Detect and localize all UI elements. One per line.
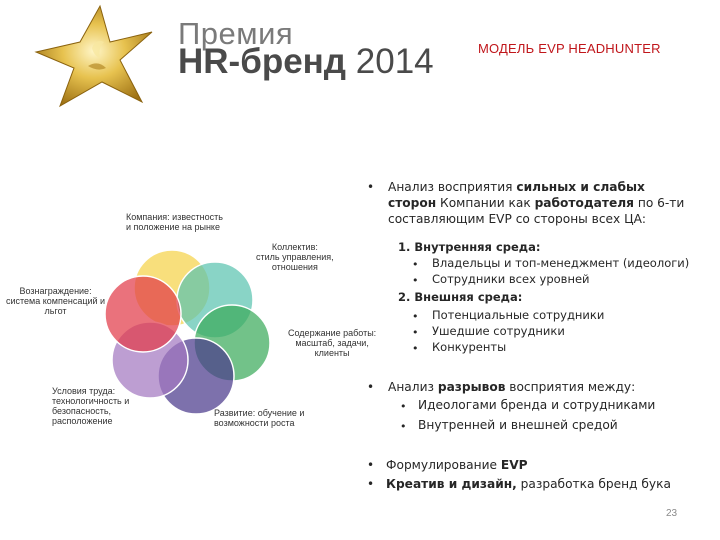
bullet-3-marker: • xyxy=(367,458,375,472)
award-name: Премия xyxy=(178,16,294,51)
b2-item-2: Внутренней и внешней средой xyxy=(418,418,618,432)
slide-title: МОДЕЛЬ EVP HEADHUNTER xyxy=(478,41,661,56)
label-team: Коллектив: стиль управления, отношения xyxy=(256,242,334,272)
bullet-1-line-3: составляющим EVP со стороны всех ЦА: xyxy=(388,212,647,226)
numbered-item-1: 1. Внутренняя среда: xyxy=(398,240,541,254)
bullet-1-line-1: Анализ восприятия сильных и слабых xyxy=(388,180,645,194)
bullet-3-line: Формулирование EVP xyxy=(386,458,528,472)
bullet-1-line-2: сторон Компании как работодателя по 6-ти xyxy=(388,196,685,210)
award-brand-hr: HR-бренд xyxy=(178,42,347,81)
page-number: 23 xyxy=(666,508,678,519)
label-conditions: Условия труда: технологичность и безопасность, расположение xyxy=(52,386,130,426)
bullet-2-line: Анализ разрывов восприятия между: xyxy=(388,380,636,394)
n1-item-2: Сотрудники всех уровней xyxy=(432,272,590,286)
bullet-4-marker: • xyxy=(367,477,375,491)
label-company: Компания: известность и положение на рынке xyxy=(126,212,223,232)
numbered-item-2: 2. Внешняя среда: xyxy=(398,290,523,304)
n2-item-3: Конкуренты xyxy=(432,340,507,354)
n2-item-1: Потенциальные сотрудники xyxy=(432,308,605,322)
b2-item-1: Идеологами бренда и сотрудниками xyxy=(418,398,656,412)
n2-item-2: Ушедшие сотрудники xyxy=(432,324,565,338)
evp-circles-diagram xyxy=(0,200,380,440)
award-year: 2014 xyxy=(355,42,434,81)
circle-reward xyxy=(105,276,181,352)
slide-header xyxy=(0,0,720,100)
evp-circles xyxy=(105,250,270,414)
award-brand xyxy=(178,42,434,82)
gold-star-logo-icon xyxy=(30,2,160,112)
bullet-2-marker: • xyxy=(367,380,375,394)
label-content: Содержание работы: масштаб, задачи, клиенты xyxy=(288,328,377,358)
n1-item-1: Владельцы и топ-менеджмент (идеологи) xyxy=(432,256,690,270)
bullet-4-line: Креатив и дизайн, разработка бренд бука xyxy=(386,477,671,491)
bullet-1-marker: • xyxy=(367,180,375,194)
label-development: Развитие: обучение и возможности роста xyxy=(214,408,305,428)
label-reward: Вознаграждение: система компенсаций и льгот xyxy=(6,286,106,316)
